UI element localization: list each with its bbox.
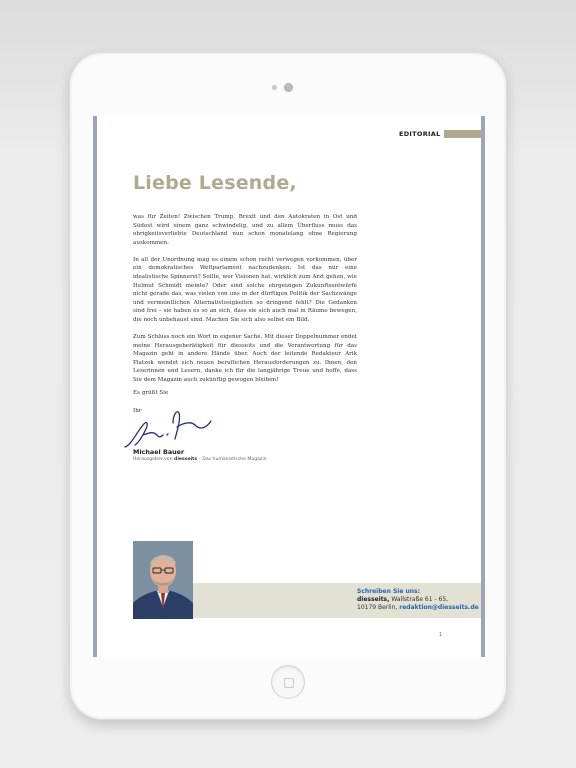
paragraph-2: In all der Unordnung mag es einem schon recht verwegen vorkommen, über ein demokratisches Weltparlament nachzudenken. Ist das nur eine idealistische Spinnerei? Sollte, wer Visionen hat, wirklich zum Arzt gehen, wie Helmut Schmidt meinte? Oder sind solche ehrgeizigen Zukunftsentwürfe nicht gerade das, was vielen von uns in der dürftigen Politik der Sachzwänge und vermeintlichen Alternativlosigkeiten so dringend fehlt? Die Gedanken sind frei – sie haben es so an sich, dass sie sich auch mal in Räume bewegen, die noch unbehaust sind. Machen Sie sich also selbst ein Bild. [133,256,357,323]
signature [121,405,213,451]
camera-icon [284,83,293,92]
page-number: 1 [439,632,443,638]
contact-address-line-2: 10179 Berlin, redaktion@diesseits.de [357,604,479,612]
contact-address-line-1: diesseits, Wallstraße 61 - 65, [357,596,449,604]
page-title: Liebe Lesende, [133,172,297,194]
author-role: Herausgeber von diesseits – Das humanistische Magazin [133,457,267,462]
magazine-page[interactable] [93,116,485,657]
editorial-body [133,213,357,393]
left-page-bar [93,116,97,657]
paragraph-1: was für Zeiten! Zwischen Trump, Brexit und den Autokraten in Ost und Südost wird einem ganz schwindelig, und zu allem Überfluss muss das obrigkeitsverliebte Deutschland nun schon monatelang ohne Regierung auskommen. [133,214,357,246]
contact-info [357,588,479,613]
author-name: Michael Bauer [133,448,185,456]
closing: Ihr [133,408,142,414]
section-label: EDITORIAL [399,130,441,138]
sensor-dot [272,85,277,90]
home-square-icon [284,678,294,688]
home-button[interactable] [271,665,305,699]
contact-heading: Schreiben Sie uns: [357,588,421,595]
paragraph-3: Zum Schluss noch ein Wort in eigener Sache. Mit dieser Doppelnummer endet meine Herausgeberätigkeit für diesseits und die Verantwortung für das Magazin geht in andere Hände über. Auch der leitende Redakteur Arik Platzek wendet sich neuen beruflichen Herausforderungen zu. Ihnen, den Leserinnen und Lesern, danke ich für die langjährige Treue und hoffe, dass Sie dem Magazin auch zukünftig gewogen bleiben! [133,333,357,383]
greeting: Es grüßt Sie [133,390,169,396]
right-page-bar [481,116,485,657]
section-stripe [444,130,481,138]
author-portrait [133,541,193,619]
contact-email-link[interactable]: redaktion@diesseits.de [399,604,479,612]
